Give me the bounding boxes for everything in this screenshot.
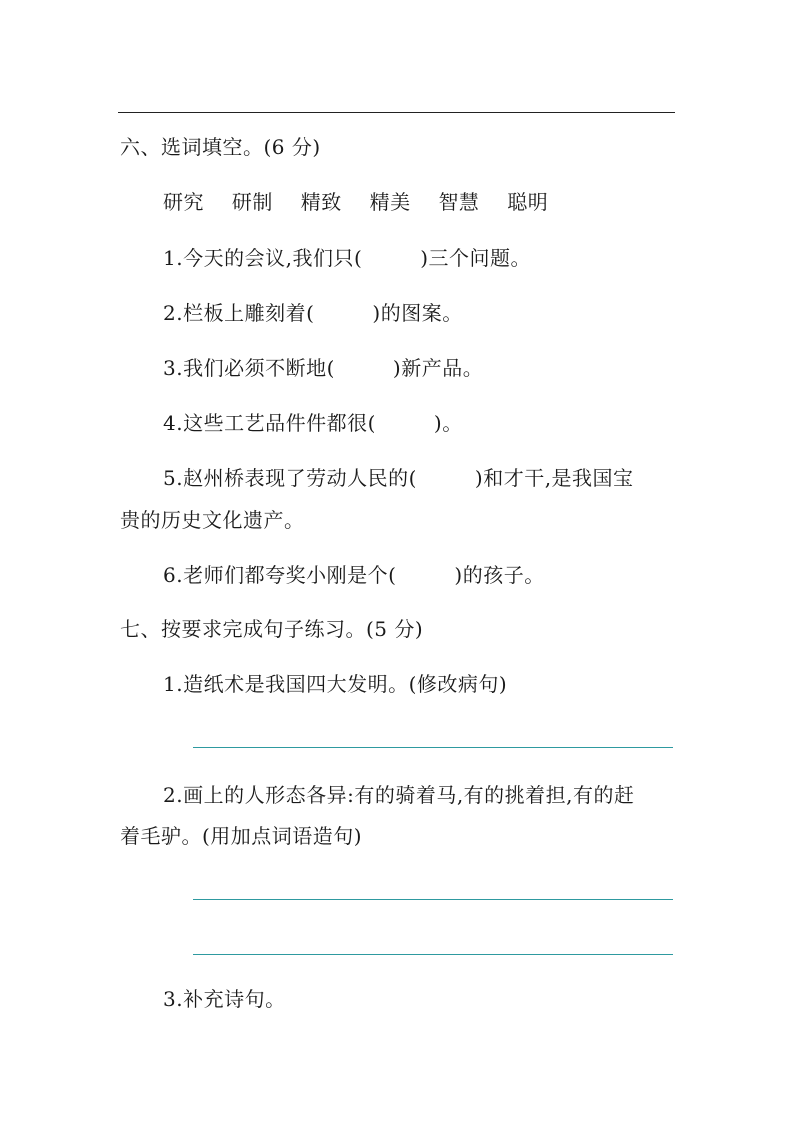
question-6-5-continued: 贵的历史文化遗产。	[120, 508, 305, 532]
question-7-1: 1.造纸术是我国四大发明。(修改病句)	[163, 672, 508, 696]
question-6-1: 1.今天的会议,我们只( )三个问题。	[163, 246, 532, 270]
question-6-6: 6.老师们都夸奖小刚是个( )的孩子。	[163, 563, 545, 587]
question-6-2: 2.栏板上雕刻着( )的图案。	[163, 301, 463, 325]
word-2: 研制	[231, 190, 273, 214]
word-3: 精致	[300, 190, 342, 214]
section-7-title: 七、按要求完成句子练习。(5 分)	[120, 617, 424, 641]
word-6: 聪明	[507, 190, 549, 214]
question-7-2-continued: 着毛驴。(用加点词语造句)	[120, 824, 363, 848]
question-7-2: 2.画上的人形态各异:有的骑着马,有的挑着担,有的赶	[163, 783, 635, 807]
word-bank	[163, 188, 569, 216]
question-6-5: 5.赵州桥表现了劳动人民的( )和才干,是我国宝	[163, 466, 634, 490]
word-5: 智慧	[438, 190, 480, 214]
answer-line-7-1[interactable]	[193, 747, 673, 748]
section-6-title: 六、选词填空。(6 分)	[120, 135, 321, 159]
top-rule	[118, 112, 675, 113]
word-4: 精美	[369, 190, 411, 214]
word-1: 研究	[163, 190, 204, 214]
answer-line-7-2b[interactable]	[193, 954, 673, 955]
question-6-3: 3.我们必须不断地( )新产品。	[163, 356, 484, 380]
question-7-3: 3.补充诗句。	[163, 987, 286, 1011]
answer-line-7-2a[interactable]	[193, 899, 673, 900]
question-6-4: 4.这些工艺品件件都很( )。	[163, 411, 463, 435]
